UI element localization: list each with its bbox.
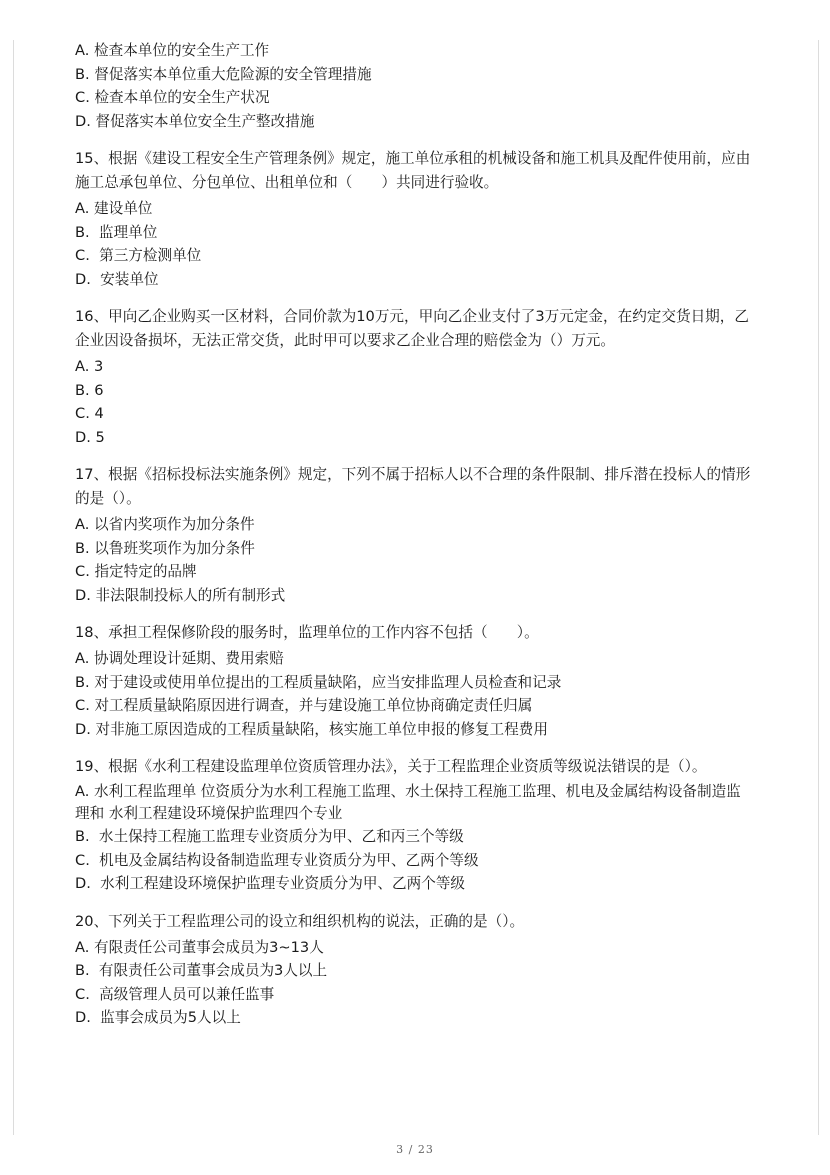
option: B. 以鲁班奖项作为加分条件 bbox=[75, 539, 255, 557]
question-17 bbox=[75, 463, 755, 607]
option: B. 6 bbox=[75, 381, 104, 399]
question-stem: 16、甲向乙企业购买一区材料，合同价款为10万元，甲向乙企业支付了3万元定金，在约定交货日期，乙企业因设备损坏，无法正常交货，此时甲可以要求乙企业合理的赔偿金为（）万元。 bbox=[75, 308, 749, 349]
option: D. 安装单位 bbox=[75, 270, 159, 288]
option: B. 对于建设或使用单位提出的工程质量缺陷，应当安排监理人员检查和记录 bbox=[75, 673, 562, 691]
option: D. 5 bbox=[75, 428, 105, 446]
question-stem: 17、根据《招标投标法实施条例》规定，下列不属于招标人以不合理的条件限制、排斥潜在投标人的情形的是（）。 bbox=[75, 466, 751, 507]
option: C. 第三方检测单位 bbox=[75, 247, 202, 264]
option: C. 指定特定的品牌 bbox=[75, 563, 197, 580]
option: A. 水利工程监理单 位资质分为水利工程施工监理、水土保持工程施工监理、机电及金属结构设备制造监理和 水利工程建设环境保护监理四个专业 bbox=[75, 783, 741, 822]
option: A. 3 bbox=[75, 358, 104, 375]
option: D. 监事会成员为5人以上 bbox=[75, 1009, 241, 1026]
option: C. 高级管理人员可以兼任监事 bbox=[75, 985, 275, 1003]
option: B. 督促落实本单位重大危险源的安全管理措施 bbox=[75, 65, 372, 83]
page-edge-right bbox=[818, 40, 819, 1135]
option: C. 4 bbox=[75, 405, 104, 422]
page-number: 3 / 23 bbox=[396, 1143, 434, 1156]
option: A. 协调处理设计延期、费用索赔 bbox=[75, 650, 284, 667]
question-19 bbox=[75, 755, 755, 896]
option: A. 有限责任公司董事会成员为3~13人 bbox=[75, 938, 324, 956]
question-15 bbox=[75, 147, 755, 291]
document-body bbox=[75, 39, 755, 1030]
option: C. 对工程质量缺陷原因进行调查，并与建设施工单位协商确定责任归属 bbox=[75, 697, 533, 714]
question-stem: 18、承担工程保修阶段的服务时，监理单位的工作内容不包括（ ）。 bbox=[75, 624, 539, 641]
question-16 bbox=[75, 305, 755, 449]
question-stem: 15、根据《建设工程安全生产管理条例》规定，施工单位承租的机械设备和施工机具及配件使用前，应由施工总承包单位、分包单位、出租单位和（ ）共同进行验收。 bbox=[75, 150, 751, 191]
option: D. 非法限制投标人的所有制形式 bbox=[75, 586, 286, 604]
option: D. 水利工程建设环境保护监理专业资质分为甲、乙两个等级 bbox=[75, 875, 466, 892]
question-20 bbox=[75, 910, 755, 1030]
option: A. 以省内奖项作为加分条件 bbox=[75, 516, 255, 533]
option: C. 机电及金属结构设备制造监理专业资质分为甲、乙两个等级 bbox=[75, 851, 479, 869]
option: B. 监理单位 bbox=[75, 223, 158, 241]
question-18 bbox=[75, 621, 755, 741]
option: D. 督促落实本单位安全生产整改措施 bbox=[75, 112, 315, 130]
page-edge-left bbox=[13, 40, 14, 1135]
option: A. 建设单位 bbox=[75, 200, 153, 217]
option: D. 对非施工原因造成的工程质量缺陷，核实施工单位申报的修复工程费用 bbox=[75, 720, 548, 738]
option: C. 检查本单位的安全生产状况 bbox=[75, 89, 270, 106]
option: B. 有限责任公司董事会成员为3人以上 bbox=[75, 962, 328, 979]
question-stem: 19、根据《水利工程建设监理单位资质管理办法》，关于工程监理企业资质等级说法错误的是（）。 bbox=[75, 758, 707, 775]
option: B. 水土保持工程施工监理专业资质分为甲、乙和丙三个等级 bbox=[75, 828, 464, 845]
option: A. 检查本单位的安全生产工作 bbox=[75, 42, 270, 59]
question-stem: 20、下列关于工程监理公司的设立和组织机构的说法，正确的是（）。 bbox=[75, 912, 525, 930]
carryover-options bbox=[75, 39, 755, 133]
